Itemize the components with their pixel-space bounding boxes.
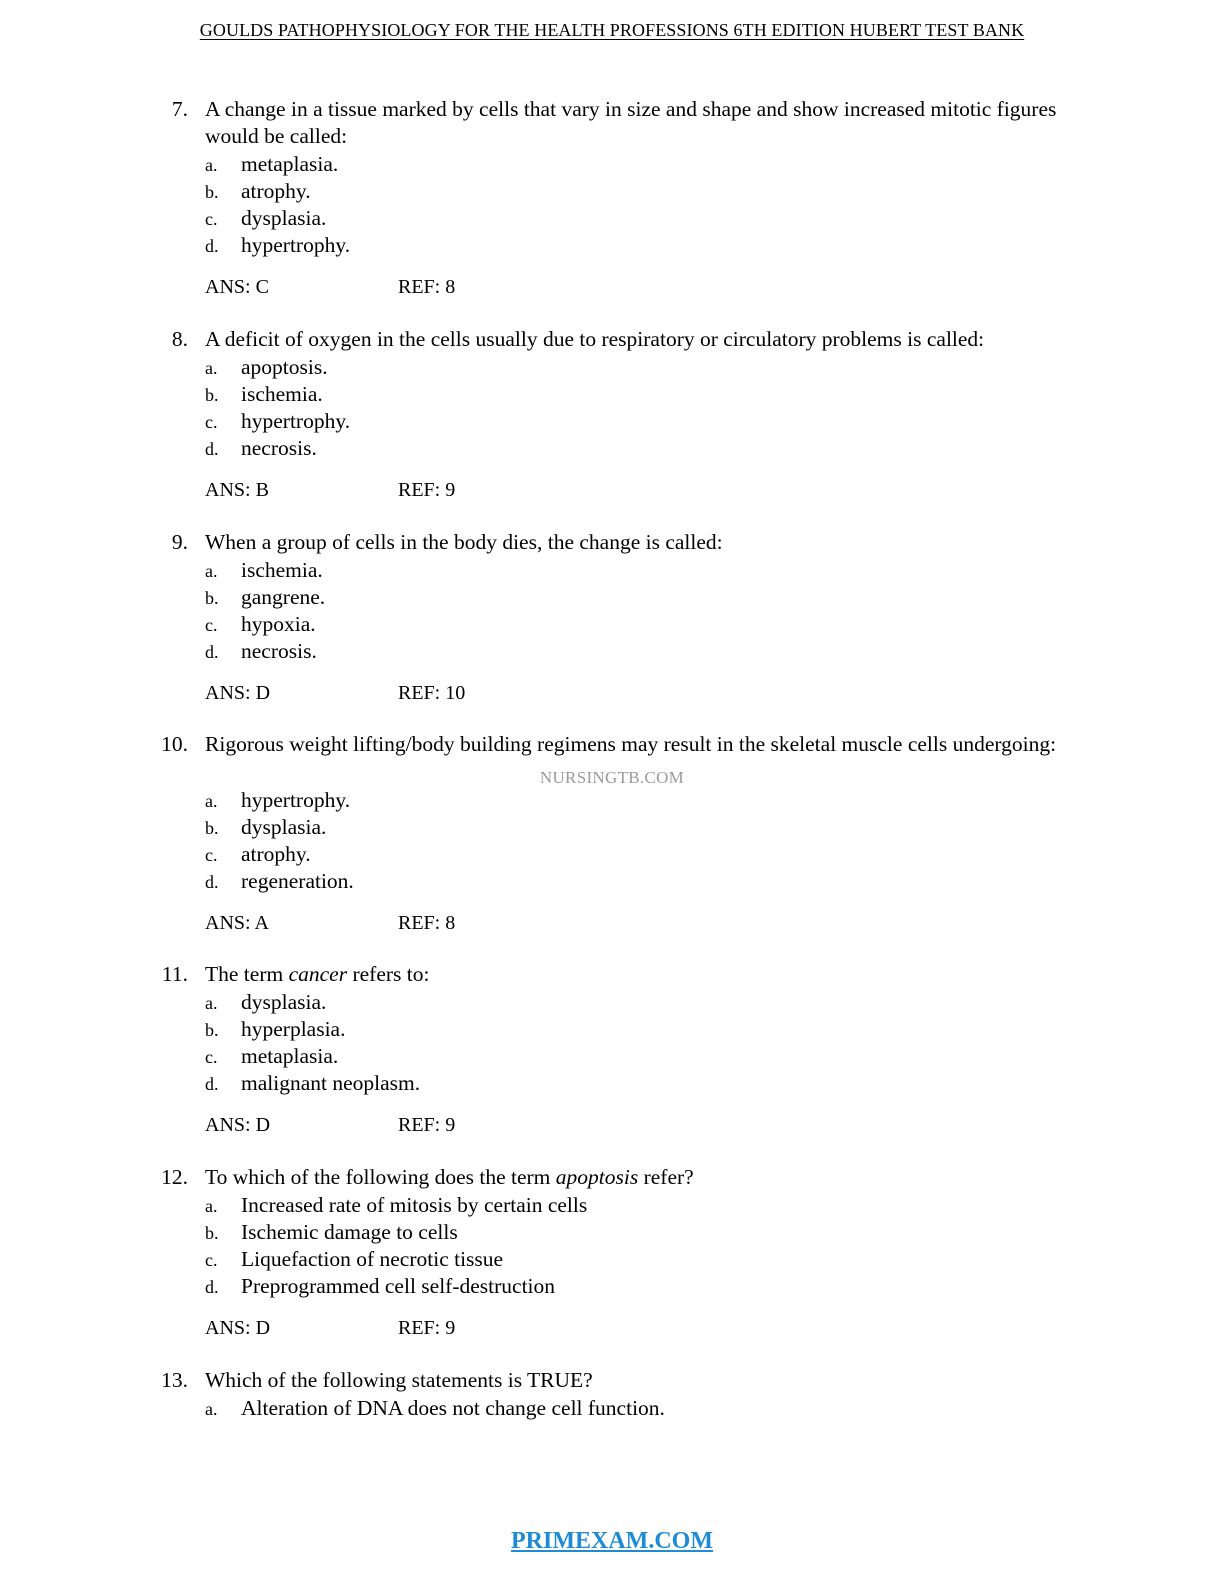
option-d xyxy=(205,435,317,463)
option-text: dysplasia. xyxy=(241,206,327,230)
question-stem: Rigorous weight lifting/body building regimens may result in the skeletal muscle cells undergoing: xyxy=(205,732,1057,756)
option-c xyxy=(205,205,326,233)
question-number: 13. xyxy=(161,1368,188,1392)
question-number: 9. xyxy=(171,530,188,554)
reference: REF: 10 xyxy=(398,682,466,704)
answer-row xyxy=(205,477,455,504)
option-a xyxy=(205,1192,587,1220)
option-letter: c. xyxy=(205,412,218,432)
option-text: Increased rate of mitosis by certain cells xyxy=(241,1193,588,1217)
option-letter: d. xyxy=(205,642,219,662)
option-letter: a. xyxy=(205,993,218,1013)
stem-term: apoptosis xyxy=(555,1165,639,1189)
option-b xyxy=(205,1219,458,1247)
reference: REF: 9 xyxy=(398,1114,456,1136)
answer-row xyxy=(205,1315,455,1342)
option-text: hypoxia. xyxy=(241,612,316,636)
option-d xyxy=(205,1273,555,1301)
option-letter: d. xyxy=(205,236,219,256)
option-letter: b. xyxy=(205,1223,219,1243)
question-stem: When a group of cells in the body dies, the change is called: xyxy=(205,530,723,554)
option-text: gangrene. xyxy=(241,585,326,609)
option-c xyxy=(205,408,350,436)
option-text: hypertrophy. xyxy=(241,788,351,812)
stem-text: To which of the following does the term xyxy=(205,1165,556,1189)
option-text: apoptosis. xyxy=(241,355,328,379)
option-a xyxy=(205,1395,665,1423)
page-header xyxy=(0,20,1224,41)
answer: ANS: D xyxy=(205,1114,271,1136)
answer: ANS: A xyxy=(205,912,269,934)
reference: REF: 9 xyxy=(398,479,456,501)
stem-text: refer? xyxy=(638,1165,694,1189)
question-number: 8. xyxy=(171,327,188,351)
option-letter: d. xyxy=(205,439,219,459)
option-text: Ischemic damage to cells xyxy=(241,1220,458,1244)
option-text: Alteration of DNA does not change cell function. xyxy=(241,1396,665,1420)
answer-row xyxy=(205,274,455,301)
stem-text: refers to: xyxy=(347,962,430,986)
question-number: 12. xyxy=(161,1165,188,1189)
option-letter: b. xyxy=(205,182,219,202)
reference: REF: 8 xyxy=(398,276,456,298)
option-letter: b. xyxy=(205,1020,219,1040)
option-text: Liquefaction of necrotic tissue xyxy=(241,1247,504,1271)
option-letter: a. xyxy=(205,561,218,581)
option-c xyxy=(205,1043,338,1071)
option-letter: a. xyxy=(205,1196,218,1216)
option-a xyxy=(205,151,338,179)
option-b xyxy=(205,814,326,842)
option-text: atrophy. xyxy=(241,179,311,203)
stem-text: The term xyxy=(205,962,289,986)
question-stem xyxy=(205,961,1085,988)
question-number: 7. xyxy=(171,97,188,121)
option-b xyxy=(205,584,325,612)
option-d xyxy=(205,638,317,666)
answer: ANS: D xyxy=(205,1317,271,1339)
answer: ANS: D xyxy=(205,682,271,704)
header-title: GOULDS PATHOPHYSIOLOGY FOR THE HEALTH PROFESSIONS 6TH EDITION HUBERT TEST BANK xyxy=(199,20,1025,40)
answer: ANS: B xyxy=(205,479,269,501)
option-c xyxy=(205,841,311,869)
option-letter: b. xyxy=(205,385,219,405)
option-letter: b. xyxy=(205,818,219,838)
option-text: hypertrophy. xyxy=(241,233,351,257)
option-b xyxy=(205,381,323,409)
option-c xyxy=(205,611,316,639)
option-letter: c. xyxy=(205,209,218,229)
footer-link[interactable]: PRIMEXAM.COM xyxy=(511,1528,713,1554)
question-stem xyxy=(205,1164,1085,1191)
option-letter: d. xyxy=(205,1074,219,1094)
option-letter: d. xyxy=(205,1277,219,1297)
option-text: hyperplasia. xyxy=(241,1017,346,1041)
option-a xyxy=(205,787,350,815)
reference: REF: 8 xyxy=(398,912,456,934)
option-letter: a. xyxy=(205,1399,218,1419)
option-text: necrosis. xyxy=(241,436,317,460)
option-text: dysplasia. xyxy=(241,815,327,839)
option-letter: c. xyxy=(205,845,218,865)
option-a xyxy=(205,354,328,382)
option-text: regeneration. xyxy=(241,869,354,893)
option-letter: a. xyxy=(205,358,218,378)
answer-row xyxy=(205,680,465,707)
option-text: ischemia. xyxy=(241,382,323,406)
answer: ANS: C xyxy=(205,276,269,298)
option-b xyxy=(205,178,311,206)
option-text: ischemia. xyxy=(241,558,323,582)
option-letter: a. xyxy=(205,155,218,175)
option-d xyxy=(205,1070,420,1098)
question-number: 10. xyxy=(161,732,188,756)
option-a xyxy=(205,989,326,1017)
option-letter: c. xyxy=(205,1047,218,1067)
option-text: atrophy. xyxy=(241,842,311,866)
answer-row xyxy=(205,1112,455,1139)
option-c xyxy=(205,1246,503,1274)
option-text: dysplasia. xyxy=(241,990,327,1014)
option-letter: a. xyxy=(205,791,218,811)
answer-row xyxy=(205,910,455,937)
option-letter: c. xyxy=(205,615,218,635)
option-b xyxy=(205,1016,345,1044)
stem-term: cancer xyxy=(288,962,348,986)
watermark: NURSINGTB.COM xyxy=(539,768,685,787)
reference: REF: 9 xyxy=(398,1317,456,1339)
option-text: hypertrophy. xyxy=(241,409,351,433)
option-text: Preprogrammed cell self-destruction xyxy=(241,1274,556,1298)
option-d xyxy=(205,868,354,896)
question-stem: Which of the following statements is TRUE? xyxy=(205,1368,593,1392)
option-text: metaplasia. xyxy=(241,1044,339,1068)
question-stem: A deficit of oxygen in the cells usually due to respiratory or circulatory problems is called: xyxy=(205,327,985,351)
page-footer xyxy=(0,1528,1224,1555)
option-text: necrosis. xyxy=(241,639,317,663)
option-text: malignant neoplasm. xyxy=(241,1071,421,1095)
option-letter: d. xyxy=(205,872,219,892)
question-stem: A change in a tissue marked by cells that vary in size and shape and show increased mitotic figures would be called: xyxy=(205,97,1057,148)
option-a xyxy=(205,557,323,585)
option-letter: b. xyxy=(205,588,219,608)
option-text: metaplasia. xyxy=(241,152,339,176)
option-letter: c. xyxy=(205,1250,218,1270)
option-d xyxy=(205,232,350,260)
question-number: 11. xyxy=(161,962,188,986)
